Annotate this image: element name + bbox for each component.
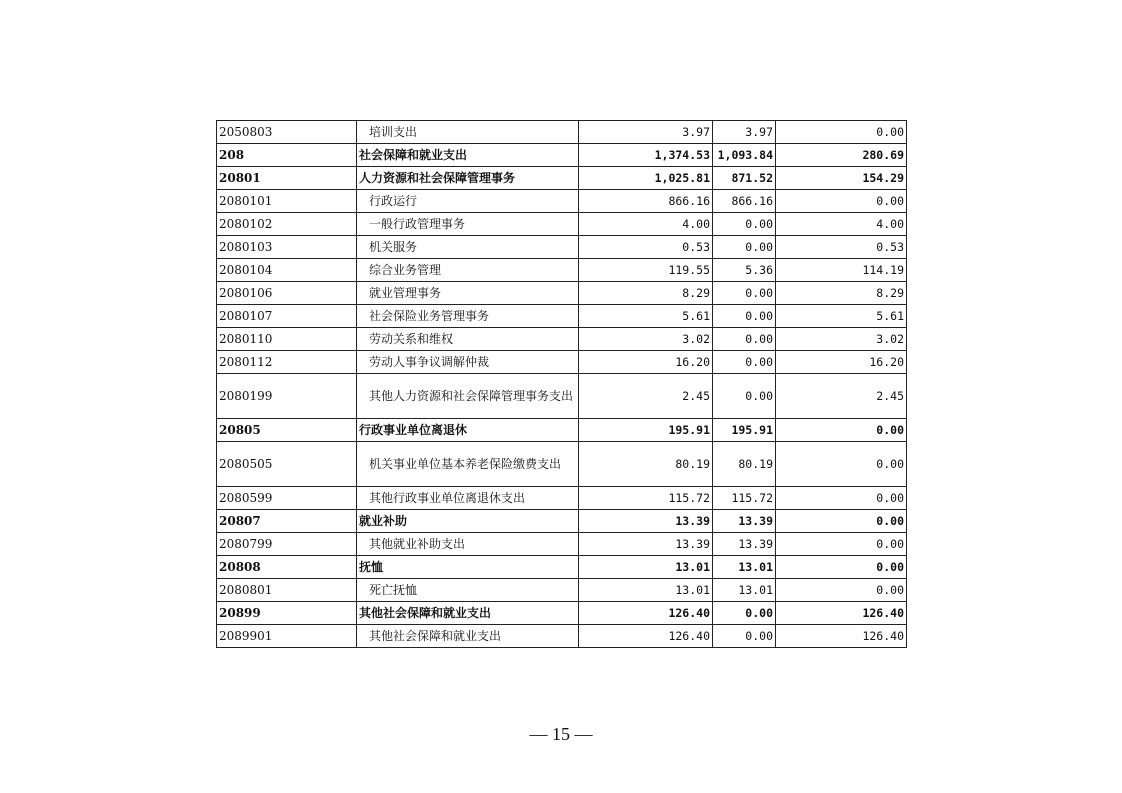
project-cell: 0.00: [776, 419, 907, 442]
total-cell: 80.19: [579, 442, 713, 487]
table-row: [217, 213, 907, 236]
project-cell: 0.00: [776, 442, 907, 487]
basic-cell: 0.00: [713, 602, 776, 625]
code-cell: 2080107: [217, 305, 357, 328]
basic-cell: 5.36: [713, 259, 776, 282]
table-row: [217, 167, 907, 190]
project-cell: 126.40: [776, 602, 907, 625]
name-cell: 社会保障和就业支出: [357, 144, 579, 167]
table-row: [217, 282, 907, 305]
total-cell: 16.20: [579, 351, 713, 374]
name-cell: 抚恤: [357, 556, 579, 579]
total-cell: 1,374.53: [579, 144, 713, 167]
name-cell: 就业管理事务: [357, 282, 579, 305]
total-cell: 13.39: [579, 510, 713, 533]
project-cell: 126.40: [776, 625, 907, 648]
project-cell: 0.00: [776, 121, 907, 144]
table-row: [217, 533, 907, 556]
total-cell: 1,025.81: [579, 167, 713, 190]
code-cell: 2080112: [217, 351, 357, 374]
basic-cell: 195.91: [713, 419, 776, 442]
code-cell: 20808: [217, 556, 357, 579]
project-cell: 0.00: [776, 190, 907, 213]
table-row: [217, 144, 907, 167]
total-cell: 13.01: [579, 579, 713, 602]
basic-cell: 13.01: [713, 556, 776, 579]
basic-cell: 1,093.84: [713, 144, 776, 167]
code-cell: 20899: [217, 602, 357, 625]
total-cell: 2.45: [579, 374, 713, 419]
budget-table: [216, 120, 907, 648]
code-cell: 2080104: [217, 259, 357, 282]
basic-cell: 80.19: [713, 442, 776, 487]
total-cell: 8.29: [579, 282, 713, 305]
project-cell: 114.19: [776, 259, 907, 282]
table-row: [217, 556, 907, 579]
basic-cell: 0.00: [713, 328, 776, 351]
total-cell: 126.40: [579, 625, 713, 648]
name-cell: 培训支出: [357, 121, 579, 144]
table-row: [217, 510, 907, 533]
basic-cell: 0.00: [713, 305, 776, 328]
code-cell: 208: [217, 144, 357, 167]
name-cell: 一般行政管理事务: [357, 213, 579, 236]
name-cell: 其他行政事业单位离退休支出: [357, 487, 579, 510]
total-cell: 13.39: [579, 533, 713, 556]
project-cell: 8.29: [776, 282, 907, 305]
project-cell: 16.20: [776, 351, 907, 374]
table-row: [217, 487, 907, 510]
total-cell: 866.16: [579, 190, 713, 213]
table-row: [217, 419, 907, 442]
page-number: — 15 —: [529, 724, 593, 744]
basic-cell: 13.39: [713, 533, 776, 556]
project-cell: 280.69: [776, 144, 907, 167]
project-cell: 154.29: [776, 167, 907, 190]
table-row: [217, 305, 907, 328]
basic-cell: 0.00: [713, 282, 776, 305]
table-row: [217, 190, 907, 213]
project-cell: 3.02: [776, 328, 907, 351]
code-cell: 20805: [217, 419, 357, 442]
basic-cell: 866.16: [713, 190, 776, 213]
total-cell: 195.91: [579, 419, 713, 442]
code-cell: 2050803: [217, 121, 357, 144]
total-cell: 4.00: [579, 213, 713, 236]
basic-cell: 0.00: [713, 625, 776, 648]
total-cell: 13.01: [579, 556, 713, 579]
name-cell: 社会保险业务管理事务: [357, 305, 579, 328]
project-cell: 0.00: [776, 556, 907, 579]
name-cell: 行政运行: [357, 190, 579, 213]
code-cell: 2080801: [217, 579, 357, 602]
name-cell: 其他社会保障和就业支出: [357, 602, 579, 625]
table-row: [217, 625, 907, 648]
code-cell: 20801: [217, 167, 357, 190]
table-row: [217, 579, 907, 602]
total-cell: 5.61: [579, 305, 713, 328]
table-row: [217, 236, 907, 259]
name-cell: 综合业务管理: [357, 259, 579, 282]
project-cell: 5.61: [776, 305, 907, 328]
total-cell: 126.40: [579, 602, 713, 625]
project-cell: 4.00: [776, 213, 907, 236]
name-cell: 行政事业单位离退休: [357, 419, 579, 442]
budget-table-body: [217, 121, 907, 648]
basic-cell: 13.39: [713, 510, 776, 533]
code-cell: 2080799: [217, 533, 357, 556]
basic-cell: 0.00: [713, 374, 776, 419]
name-cell: 劳动人事争议调解仲裁: [357, 351, 579, 374]
code-cell: 20807: [217, 510, 357, 533]
code-cell: 2080199: [217, 374, 357, 419]
project-cell: 0.00: [776, 510, 907, 533]
basic-cell: 871.52: [713, 167, 776, 190]
table-row: [217, 374, 907, 419]
code-cell: 2080505: [217, 442, 357, 487]
table-row: [217, 602, 907, 625]
table-row: [217, 259, 907, 282]
name-cell: 机关事业单位基本养老保险缴费支出: [357, 442, 579, 487]
total-cell: 119.55: [579, 259, 713, 282]
basic-cell: 0.00: [713, 236, 776, 259]
code-cell: 2080106: [217, 282, 357, 305]
code-cell: 2080110: [217, 328, 357, 351]
project-cell: 0.00: [776, 579, 907, 602]
code-cell: 2080102: [217, 213, 357, 236]
basic-cell: 0.00: [713, 213, 776, 236]
project-cell: 0.00: [776, 487, 907, 510]
table-row: [217, 328, 907, 351]
name-cell: 就业补助: [357, 510, 579, 533]
basic-cell: 3.97: [713, 121, 776, 144]
code-cell: 2080101: [217, 190, 357, 213]
name-cell: 机关服务: [357, 236, 579, 259]
project-cell: 0.53: [776, 236, 907, 259]
name-cell: 劳动关系和维权: [357, 328, 579, 351]
total-cell: 0.53: [579, 236, 713, 259]
basic-cell: 13.01: [713, 579, 776, 602]
name-cell: 人力资源和社会保障管理事务: [357, 167, 579, 190]
total-cell: 3.97: [579, 121, 713, 144]
total-cell: 3.02: [579, 328, 713, 351]
code-cell: 2080103: [217, 236, 357, 259]
basic-cell: 115.72: [713, 487, 776, 510]
total-cell: 115.72: [579, 487, 713, 510]
project-cell: 0.00: [776, 533, 907, 556]
name-cell: 其他人力资源和社会保障管理事务支出: [357, 374, 579, 419]
project-cell: 2.45: [776, 374, 907, 419]
name-cell: 死亡抚恤: [357, 579, 579, 602]
code-cell: 2089901: [217, 625, 357, 648]
table-row: [217, 121, 907, 144]
table-row: [217, 351, 907, 374]
basic-cell: 0.00: [713, 351, 776, 374]
name-cell: 其他社会保障和就业支出: [357, 625, 579, 648]
table-row: [217, 442, 907, 487]
code-cell: 2080599: [217, 487, 357, 510]
name-cell: 其他就业补助支出: [357, 533, 579, 556]
